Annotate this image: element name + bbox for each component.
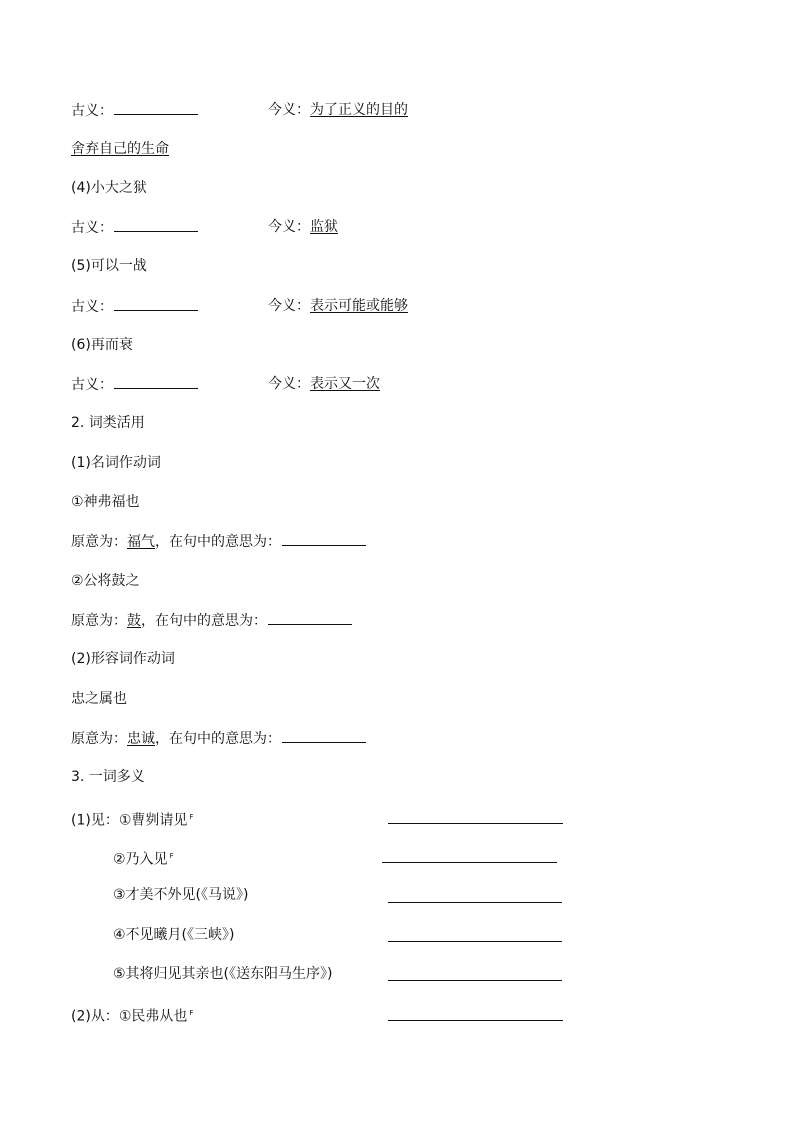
modern-meaning: 为了正义的目的 xyxy=(310,102,408,118)
example-1: ①神弗福也 xyxy=(71,494,140,510)
vocab-row-6-modern xyxy=(268,375,380,393)
section-3-heading: 3. 一词多义 xyxy=(71,769,145,785)
vocab-row-6 xyxy=(71,375,198,394)
vocab-item-5: (5)可以一战 xyxy=(71,258,147,274)
modern-label: 今义： xyxy=(268,219,310,235)
answer-blank[interactable] xyxy=(282,729,366,743)
vocab-row-4 xyxy=(71,218,198,237)
section-2-sub-1: (1)名词作动词 xyxy=(71,455,161,471)
ancient-answer-blank[interactable] xyxy=(114,218,198,232)
polysemy-jian-5: ⑤其将归见其亲也(《送东阳马生序》) xyxy=(113,966,333,982)
ancient-answer-blank[interactable] xyxy=(114,101,198,115)
modern-meaning: 监狱 xyxy=(310,219,338,235)
vocab-row-1-continued: 舍弃自己的生命 xyxy=(71,141,169,157)
ancient-label: 古义： xyxy=(71,103,113,119)
answer-blank[interactable] xyxy=(282,532,366,546)
ancient-answer-blank[interactable] xyxy=(114,297,198,311)
example-2: ②公将鼓之 xyxy=(71,573,140,589)
vocab-row-5-modern xyxy=(268,297,408,315)
answer-blank[interactable] xyxy=(268,611,352,625)
polysemy-jian-3: ③才美不外见(《马说》) xyxy=(113,887,249,903)
vocab-row-1-modern xyxy=(268,101,408,119)
modern-meaning: 表示又一次 xyxy=(310,376,380,392)
ancient-label: 古义： xyxy=(71,377,113,393)
answer-line[interactable] xyxy=(388,941,562,942)
example-3-meaning: 原意为：忠诚，在句中的意思为： xyxy=(71,729,366,748)
polysemy-jian-4: ④不见曦月(《三峡》) xyxy=(113,927,235,943)
example-3: 忠之属也 xyxy=(71,691,127,707)
answer-line[interactable] xyxy=(382,862,557,863)
section-2-sub-2: (2)形容词作动词 xyxy=(71,651,175,667)
modern-label: 今义： xyxy=(268,298,310,314)
answer-line[interactable] xyxy=(388,980,562,981)
section-2-heading: 2. 词类活用 xyxy=(71,415,145,431)
polysemy-cong-1: (2)从：①民弗从也 $^F$ xyxy=(71,1008,194,1025)
vocab-row-5 xyxy=(71,297,198,316)
vocab-item-4: (4)小大之狱 xyxy=(71,180,147,196)
ancient-label: 古义： xyxy=(71,299,113,315)
example-2-meaning: 原意为：鼓，在句中的意思为： xyxy=(71,611,352,630)
vocab-item-6: (6)再而衰 xyxy=(71,337,133,353)
modern-label: 今义： xyxy=(268,102,310,118)
ancient-answer-blank[interactable] xyxy=(114,375,198,389)
vocab-row-1 xyxy=(71,101,198,120)
vocab-row-4-modern xyxy=(268,218,338,236)
example-1-meaning: 原意为：福气，在句中的意思为： xyxy=(71,532,366,551)
polysemy-jian-1: (1)见：①曹刿请见 $^F$ xyxy=(71,812,194,829)
modern-meaning: 表示可能或能够 xyxy=(310,298,408,314)
answer-line[interactable] xyxy=(388,1020,563,1021)
polysemy-jian-2: ②乃入见 $^F$ xyxy=(113,851,174,868)
answer-line[interactable] xyxy=(388,902,562,903)
modern-label: 今义： xyxy=(268,376,310,392)
ancient-label: 古义： xyxy=(71,220,113,236)
answer-line[interactable] xyxy=(388,823,563,824)
